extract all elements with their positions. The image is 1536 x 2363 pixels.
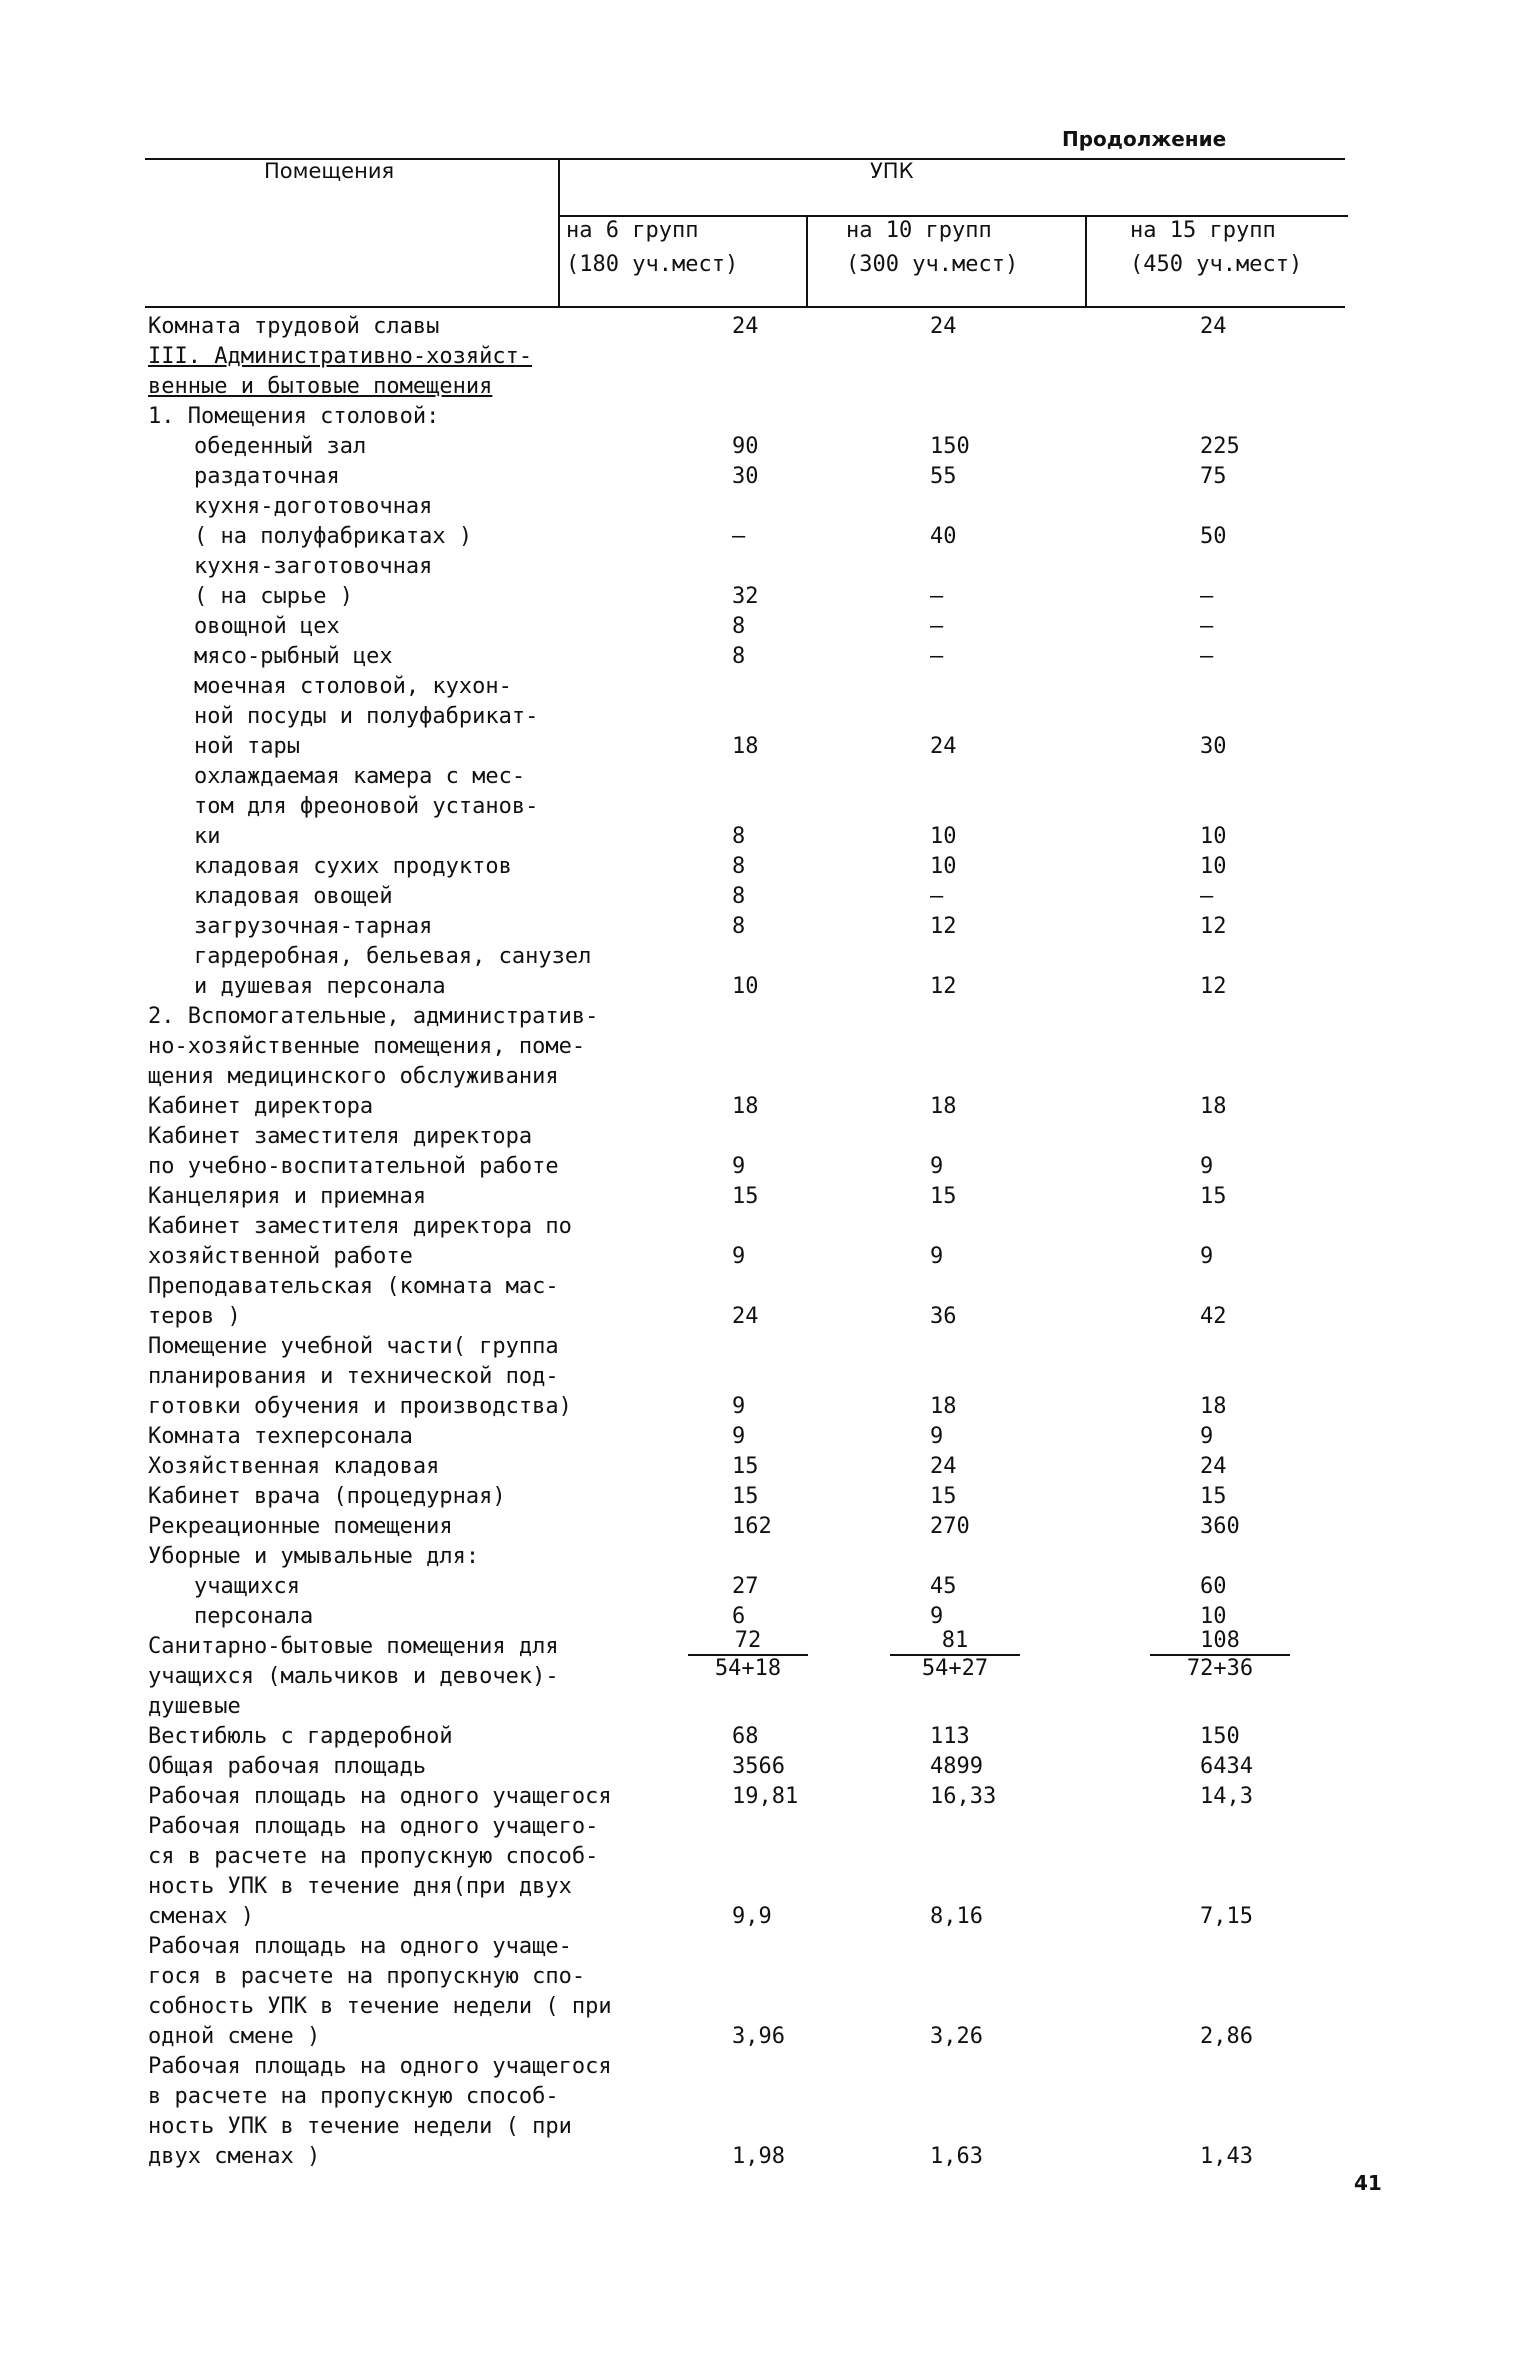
- row-label: охлаждаемая камера с мес-: [194, 764, 526, 789]
- row-value: 18: [732, 1094, 759, 1119]
- row-value: 8: [732, 614, 746, 639]
- row-label: персонала: [194, 1604, 314, 1629]
- row-label: ность УПК в течение недели ( при: [148, 2114, 572, 2139]
- row-value: 24: [732, 1304, 759, 1329]
- row-value: 6434: [1200, 1754, 1253, 1779]
- row-value: 45: [930, 1574, 957, 1599]
- row-value: 10: [1200, 854, 1227, 879]
- row-value: 15: [930, 1184, 957, 1209]
- row-label: собность УПК в течение недели ( при: [148, 1994, 612, 2019]
- row-value: 225: [1200, 434, 1240, 459]
- row-label: ность УПК в течение дня(при двух: [148, 1874, 572, 1899]
- continuation-label: Продолжение: [1062, 127, 1227, 151]
- row-label: загрузочная-тарная: [194, 914, 433, 939]
- row-value: —: [930, 644, 944, 669]
- row-value: 40: [930, 524, 957, 549]
- row-value: 10: [1200, 824, 1227, 849]
- row-label: планирования и технической под-: [148, 1364, 559, 1389]
- row-value: —: [930, 884, 944, 909]
- header-bottom-rule: [145, 306, 1345, 308]
- row-value: 3566: [732, 1754, 785, 1779]
- row-value: 9: [732, 1394, 746, 1419]
- row-label: Уборные и умывальные для:: [148, 1544, 480, 1569]
- row-value: 32: [732, 584, 759, 609]
- row-value: 7,15: [1200, 1904, 1253, 1929]
- row-value: —: [1200, 884, 1214, 909]
- row-label: 2. Вспомогательные, административ-: [148, 1004, 599, 1029]
- row-value: 15: [732, 1184, 759, 1209]
- row-label: Комната трудовой славы: [148, 314, 440, 339]
- row-label: III. Административно-хозяйст-: [148, 344, 533, 369]
- row-value: 18: [930, 1394, 957, 1419]
- row-label: Кабинет заместителя директора по: [148, 1214, 572, 1239]
- row-value: 8: [732, 914, 746, 939]
- row-label: учащихся: [194, 1574, 300, 1599]
- row-value: 90: [732, 434, 759, 459]
- row-label: Рабочая площадь на одного учаще-: [148, 1934, 572, 1959]
- row-value: 12: [930, 974, 957, 999]
- header-col2: [846, 214, 1018, 282]
- row-value: 30: [732, 464, 759, 489]
- row-value: 15: [1200, 1184, 1227, 1209]
- row-label: Рабочая площадь на одного учащегося: [148, 1784, 612, 1809]
- row-label: душевые: [148, 1694, 241, 1719]
- row-label: мясо-рыбный цех: [194, 644, 393, 669]
- header-col1-line2: (180 уч.мест): [566, 252, 739, 277]
- row-label: ной тары: [194, 734, 300, 759]
- row-value: 9: [930, 1424, 944, 1449]
- row-label: Вестибюль с гардеробной: [148, 1724, 453, 1749]
- row-label: по учебно-воспитательной работе: [148, 1154, 559, 1179]
- row-label: 1. Помещения столовой:: [148, 404, 440, 429]
- row-label: том для фреоновой установ-: [194, 794, 539, 819]
- row-label: Рабочая площадь на одного учащегося: [148, 2054, 612, 2079]
- row-value: 15: [1200, 1484, 1227, 1509]
- row-value: 8: [732, 644, 746, 669]
- row-value: 9: [732, 1424, 746, 1449]
- row-label: учащихся (мальчиков и девочек)-: [148, 1664, 559, 1689]
- row-value: 6: [732, 1604, 746, 1629]
- row-value: 24: [732, 314, 759, 339]
- row-label: Санитарно-бытовые помещения для: [148, 1634, 559, 1659]
- row-value: —: [1200, 614, 1214, 639]
- row-label: Рекреационные помещения: [148, 1514, 453, 1539]
- row-label: венные и бытовые помещения: [148, 374, 493, 399]
- row-label: ( на полуфабрикатах ): [194, 524, 473, 549]
- row-value: 8: [732, 884, 746, 909]
- row-label: Помещение учебной части( группа: [148, 1334, 559, 1359]
- header-col2-line2: (300 уч.мест): [846, 252, 1019, 277]
- fraction-value: [1150, 1628, 1290, 1682]
- row-value: 4899: [930, 1754, 983, 1779]
- row-value: 27: [732, 1574, 759, 1599]
- col-divider-1: [806, 215, 808, 308]
- row-label: одной смене ): [148, 2024, 321, 2049]
- row-value: 8: [732, 824, 746, 849]
- row-label: Комната техперсонала: [148, 1424, 413, 1449]
- row-value: 9,9: [732, 1904, 772, 1929]
- header-col2-line1: на 10 групп: [846, 218, 992, 243]
- header-col3-line1: на 15 групп: [1130, 218, 1276, 243]
- row-value: 18: [1200, 1394, 1227, 1419]
- row-value: 12: [930, 914, 957, 939]
- row-value: 15: [732, 1454, 759, 1479]
- row-value: 10: [1200, 1604, 1227, 1629]
- row-label: ной посуды и полуфабрикат-: [194, 704, 539, 729]
- row-value: 10: [930, 854, 957, 879]
- row-label: Общая рабочая площадь: [148, 1754, 427, 1779]
- row-value: 270: [930, 1514, 970, 1539]
- row-label: Преподавательская (комната мас-: [148, 1274, 559, 1299]
- row-value: 18: [1200, 1094, 1227, 1119]
- row-value: 12: [1200, 974, 1227, 999]
- row-value: 24: [930, 1454, 957, 1479]
- row-value: 16,33: [930, 1784, 997, 1809]
- row-value: 1,43: [1200, 2144, 1253, 2169]
- row-value: 9: [1200, 1154, 1214, 1179]
- fraction-denominator: 54+27: [921, 1656, 989, 1681]
- row-value: 24: [1200, 314, 1227, 339]
- row-label: кладовая овощей: [194, 884, 393, 909]
- row-label: Канцелярия и приемная: [148, 1184, 427, 1209]
- row-label: и душевая персонала: [194, 974, 446, 999]
- row-value: 9: [930, 1154, 944, 1179]
- row-value: 9: [732, 1244, 746, 1269]
- row-value: 10: [930, 824, 957, 849]
- row-value: 9: [930, 1604, 944, 1629]
- header-col3-line2: (450 уч.мест): [1130, 252, 1303, 277]
- row-label: раздаточная: [194, 464, 340, 489]
- row-value: 42: [1200, 1304, 1227, 1329]
- row-value: 113: [930, 1724, 970, 1749]
- row-value: 15: [732, 1484, 759, 1509]
- row-value: 14,3: [1200, 1784, 1253, 1809]
- row-label: хозяйственной работе: [148, 1244, 413, 1269]
- row-label: Рабочая площадь на одного учащего-: [148, 1814, 599, 1839]
- row-label: теров ): [148, 1304, 241, 1329]
- header-rooms: Помещения: [264, 159, 395, 183]
- row-label: моечная столовой, кухон-: [194, 674, 512, 699]
- row-value: —: [1200, 644, 1214, 669]
- row-value: 150: [930, 434, 970, 459]
- fraction-numerator: 81: [890, 1628, 1020, 1656]
- row-label: ки: [194, 824, 221, 849]
- row-value: 68: [732, 1724, 759, 1749]
- header-col1: [566, 214, 738, 282]
- row-value: 75: [1200, 464, 1227, 489]
- row-value: —: [930, 614, 944, 639]
- row-value: 360: [1200, 1514, 1240, 1539]
- row-value: 18: [732, 734, 759, 759]
- row-value: 55: [930, 464, 957, 489]
- row-value: 150: [1200, 1724, 1240, 1749]
- fraction-denominator: 72+36: [1186, 1656, 1254, 1681]
- row-label: Кабинет директора: [148, 1094, 374, 1119]
- row-label: Кабинет врача (процедурная): [148, 1484, 506, 1509]
- fraction-value: [890, 1628, 1020, 1682]
- row-label: готовки обучения и производства): [148, 1394, 572, 1419]
- row-value: 3,26: [930, 2024, 983, 2049]
- row-label: сменах ): [148, 1904, 254, 1929]
- row-value: 3,96: [732, 2024, 785, 2049]
- header-divider: [558, 158, 560, 308]
- row-value: —: [930, 584, 944, 609]
- row-value: 9: [732, 1154, 746, 1179]
- row-value: 50: [1200, 524, 1227, 549]
- row-value: 1,98: [732, 2144, 785, 2169]
- fraction-numerator: 108: [1150, 1628, 1290, 1656]
- row-value: 8: [732, 854, 746, 879]
- row-label: кухня-заготовочная: [194, 554, 433, 579]
- header-col1-line1: на 6 групп: [566, 218, 699, 243]
- page-number: 41: [1354, 2171, 1382, 2195]
- row-label: обеденный зал: [194, 434, 367, 459]
- row-label: Кабинет заместителя директора: [148, 1124, 533, 1149]
- row-value: 12: [1200, 914, 1227, 939]
- row-value: 24: [1200, 1454, 1227, 1479]
- col-divider-2: [1085, 215, 1087, 308]
- row-value: 60: [1200, 1574, 1227, 1599]
- row-value: 9: [930, 1244, 944, 1269]
- row-label: гося в расчете на пропускную спо-: [148, 1964, 586, 1989]
- row-label: овощной цех: [194, 614, 340, 639]
- row-value: 19,81: [732, 1784, 799, 1809]
- row-label: кладовая сухих продуктов: [194, 854, 512, 879]
- row-value: 15: [930, 1484, 957, 1509]
- row-label: двух сменах ): [148, 2144, 321, 2169]
- row-value: 24: [930, 734, 957, 759]
- row-value: 18: [930, 1094, 957, 1119]
- row-value: —: [1200, 584, 1214, 609]
- row-value: 2,86: [1200, 2024, 1253, 2049]
- row-value: 162: [732, 1514, 772, 1539]
- row-value: 9: [1200, 1424, 1214, 1449]
- row-label: кухня-доготовочная: [194, 494, 433, 519]
- header-col3: [1130, 214, 1302, 282]
- row-value: 36: [930, 1304, 957, 1329]
- row-value: 30: [1200, 734, 1227, 759]
- fraction-numerator: 72: [688, 1628, 808, 1656]
- row-value: 24: [930, 314, 957, 339]
- row-label: ( на сырье ): [194, 584, 353, 609]
- header-upk: УПК: [870, 159, 914, 183]
- row-label: но-хозяйственные помещения, поме-: [148, 1034, 586, 1059]
- row-value: 10: [732, 974, 759, 999]
- row-value: 1,63: [930, 2144, 983, 2169]
- fraction-denominator: 54+18: [714, 1656, 782, 1681]
- row-label: ся в расчете на пропускную способ-: [148, 1844, 599, 1869]
- row-label: щения медицинского обслуживания: [148, 1064, 559, 1089]
- row-label: гардеробная, бельевая, санузел: [194, 944, 592, 969]
- row-label: Хозяйственная кладовая: [148, 1454, 440, 1479]
- row-value: 9: [1200, 1244, 1214, 1269]
- fraction-value: [688, 1628, 808, 1682]
- row-value: —: [732, 524, 746, 549]
- row-value: 8,16: [930, 1904, 983, 1929]
- row-label: в расчете на пропускную способ-: [148, 2084, 559, 2109]
